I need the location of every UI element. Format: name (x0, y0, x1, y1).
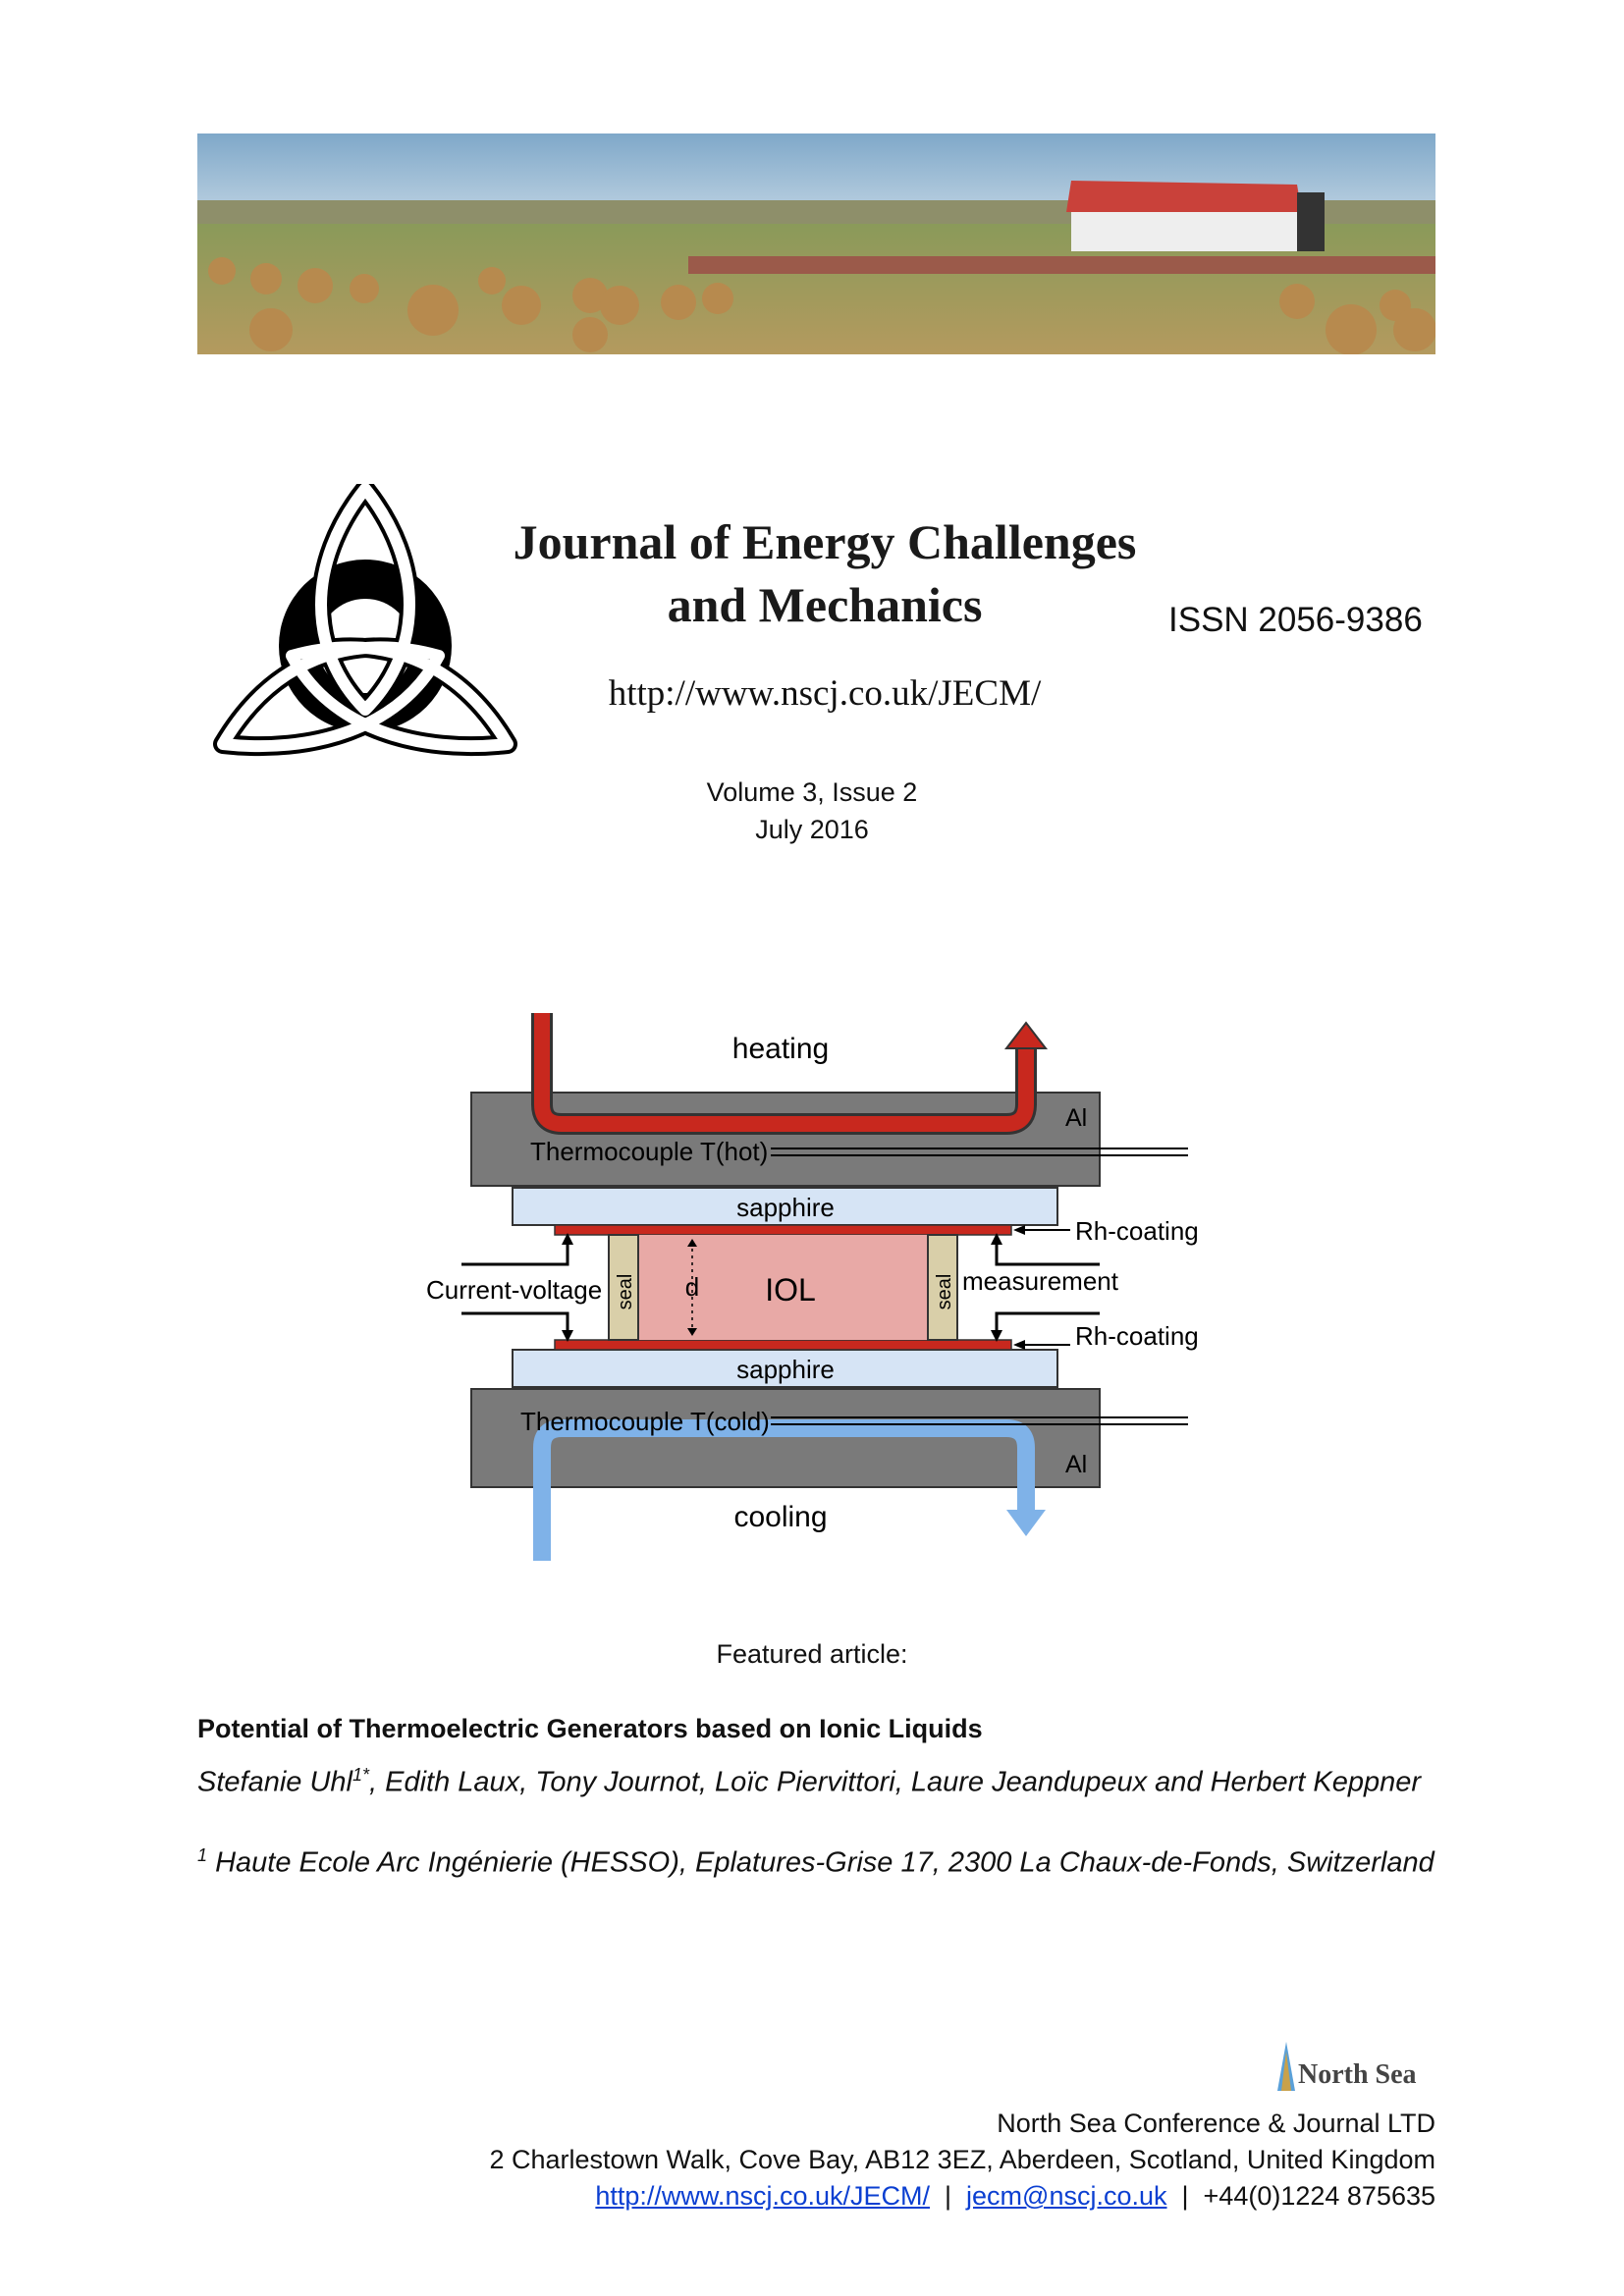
journal-title (422, 510, 1227, 636)
al-top-label: Al (1065, 1104, 1088, 1132)
footer-phone: +44(0)1224 875635 (1203, 2181, 1435, 2211)
sapphire-top-label: sapphire (736, 1193, 835, 1222)
footer-company: North Sea Conference & Journal LTD (997, 2109, 1435, 2138)
seal-right-label: seal (934, 1273, 955, 1310)
issn: ISSN 2056-9386 (1168, 601, 1423, 639)
footer-address: 2 Charlestown Walk, Cove Bay, AB12 3EZ, Aberdeen, Scotland, United Kingdom (489, 2145, 1435, 2174)
rh-coating-top (555, 1225, 1011, 1235)
current-voltage-label: Current-voltage (426, 1275, 603, 1305)
footer-contact (393, 2178, 1435, 2215)
affiliation-text: Haute Ecole Arc Ingénierie (HESSO), Eplatures-Grise 17, 2300 La Chaux-de-Fonds, Switzerland (207, 1846, 1435, 1879)
thermocouple-cold-label: Thermocouple T(cold) (520, 1407, 770, 1436)
volume-issue: Volume 3, Issue 2 (706, 777, 918, 807)
north-sea-logo-text: North Sea (1298, 2059, 1417, 2090)
heating-label: heating (731, 1033, 830, 1065)
journal-title-line2: and Mechanics (667, 577, 983, 632)
journal-title-line1: Journal of Energy Challenges (513, 514, 1137, 569)
issue-date: July 2016 (755, 815, 869, 844)
banner-photo (197, 133, 1435, 354)
al-bottom-label: Al (1065, 1451, 1088, 1478)
al-block-bottom (471, 1389, 1100, 1487)
author-first: Stefanie Uhl (197, 1766, 352, 1798)
measurement-label: measurement (962, 1266, 1118, 1296)
footer-email-link[interactable]: jecm@nscj.co.uk (966, 2181, 1167, 2211)
north-sea-logo-icon (1272, 2042, 1301, 2096)
rh-coating-bottom (555, 1340, 1011, 1350)
rh-coating-top-label: Rh-coating (1075, 1216, 1199, 1246)
d-label: d (684, 1272, 700, 1302)
author-first-sup: 1* (352, 1765, 370, 1785)
thermoelectric-cell-diagram (393, 1001, 1247, 1571)
authors-rest: , Edith Laux, Tony Journot, Loïc Piervittori, Laure Jeandupeux and Herbert Keppner (369, 1766, 1421, 1798)
sapphire-bottom-label: sapphire (736, 1355, 835, 1384)
footer-sep-2: | (1166, 2181, 1204, 2211)
thermocouple-hot-label: Thermocouple T(hot) (530, 1137, 769, 1166)
cooling-arrow (1006, 1510, 1046, 1536)
affiliation-sup: 1 (197, 1845, 208, 1865)
journal-url: http://www.nscj.co.uk/JECM/ (608, 673, 1042, 714)
footer-sep-1: | (930, 2181, 967, 2211)
featured-label: Featured article: (716, 1639, 908, 1669)
article-affiliation (197, 1836, 1435, 1884)
footer-url-link[interactable]: http://www.nscj.co.uk/JECM/ (595, 2181, 930, 2211)
heating-arrow (1006, 1023, 1046, 1048)
issue-info (616, 774, 1008, 848)
rh-coating-bottom-label: Rh-coating (1075, 1321, 1199, 1351)
article-title[interactable]: Potential of Thermoelectric Generators based on Ionic Liquids (197, 1714, 983, 1743)
footer (393, 2106, 1435, 2215)
seal-left-label: seal (615, 1273, 636, 1310)
cooling-label: cooling (733, 1501, 828, 1533)
article-authors (197, 1755, 1435, 1803)
iol-label: IOL (765, 1272, 816, 1308)
